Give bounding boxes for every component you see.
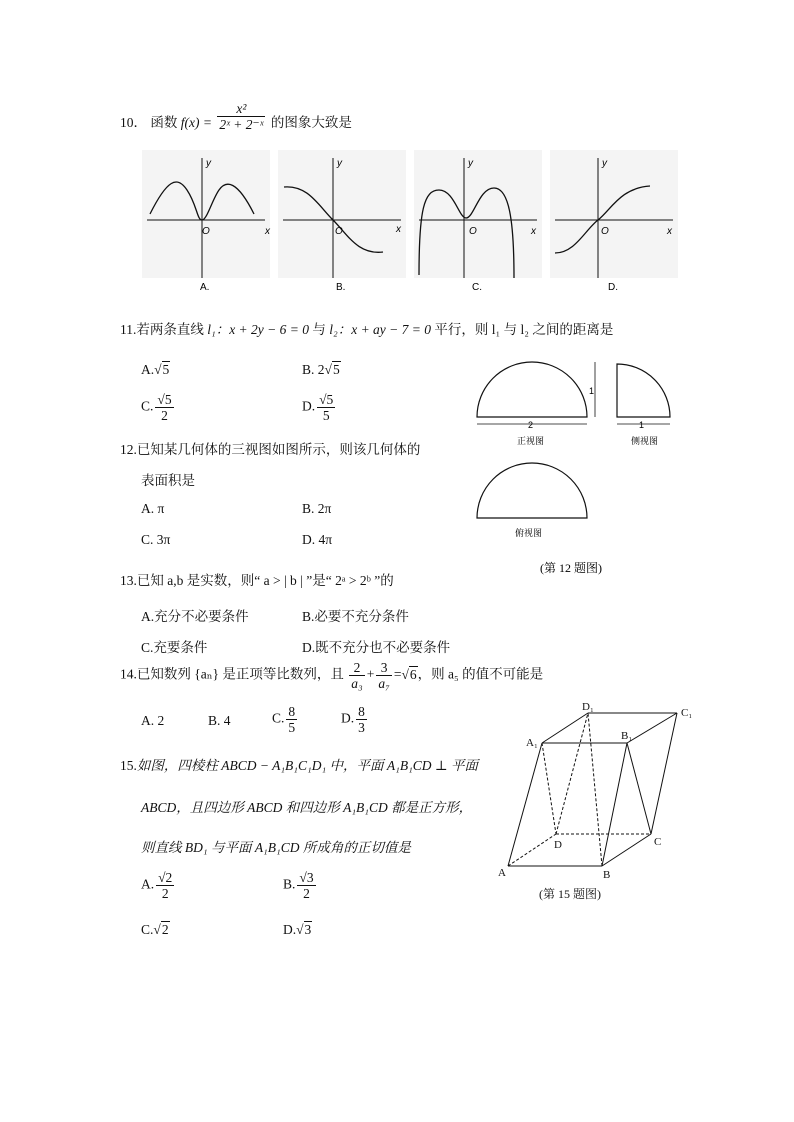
- q15-option-c-radicand: 2: [161, 922, 169, 937]
- q14-option-c-fraction: [286, 704, 297, 735]
- q12-option-c: C. 3π: [141, 532, 171, 547]
- q13-option-d: D.既不充分也不必要条件: [302, 640, 451, 655]
- sqrt-icon: √5: [154, 362, 170, 377]
- q12-dimension-1-horizontal: 1: [639, 420, 645, 430]
- q10-function-lhs: f(x) =: [180, 115, 212, 130]
- q14-rhs-radicand: 6: [409, 666, 417, 682]
- q13-number: 13.: [120, 573, 137, 588]
- q13-text: 已知 a,b 是实数，则“ a > | b | ”是“ 2ᵃ > 2ᵇ ”的: [136, 573, 394, 588]
- graph-c-label: C.: [472, 282, 482, 293]
- vertex-A-label: A: [498, 867, 506, 879]
- q12-dimension-1-vertical: 1: [589, 386, 595, 396]
- q11-option-d-numerator: 5: [326, 392, 334, 407]
- q11-option-c-label: C.: [141, 398, 154, 414]
- q11-option-c-numerator: 5: [164, 392, 172, 407]
- q11-line-2: l₂：x + ay − 7 = 0: [329, 322, 432, 337]
- q14-option-c-numerator: 8: [288, 704, 296, 719]
- graph-d-y-label: y: [602, 158, 607, 169]
- edge-CC1: [651, 713, 677, 834]
- q11-stem: [120, 318, 613, 338]
- q15-option-b: [283, 870, 318, 901]
- q11-option-d: [302, 392, 337, 423]
- q15-option-a: [141, 870, 176, 901]
- q15-option-c-label: C.: [141, 922, 154, 937]
- q15-option-a-fraction: $\frac{√2}{2}$: [158, 870, 173, 901]
- q14-equals: =: [393, 666, 402, 682]
- sqrt-icon: √6: [401, 666, 417, 682]
- graph-c-y-label: y: [468, 158, 473, 169]
- q14-option-d-fraction: [356, 704, 367, 735]
- q14-text: 已知数列 {aₙ} 是正项等比数列，且: [136, 666, 344, 682]
- q10-graph-c: [414, 150, 542, 295]
- q15-option-b-label: B.: [283, 876, 296, 892]
- q11-option-b-label: B. 2: [302, 362, 325, 377]
- q10-graph-d: [550, 150, 678, 295]
- q11-line-1: l₁：x + 2y − 6 = 0: [207, 322, 310, 337]
- vertex-C1-label: C₁: [681, 707, 693, 719]
- q14-option-a: A. 2: [141, 713, 165, 728]
- q15-stem-2: ABCD，且四边形 ABCD 和四边形 A₁B₁CD 都是正方形，: [141, 800, 473, 815]
- edge-AA1: [508, 743, 542, 866]
- q10-graph-a: [142, 150, 270, 295]
- q12-top-view: [477, 463, 587, 518]
- q12-caption: (第 12 题图): [540, 561, 602, 575]
- vertex-A1-label: A₁: [526, 737, 538, 749]
- q14-tail: ，则 a₅ 的值不可能是: [417, 666, 544, 682]
- q14-option-d-numerator: 8: [358, 704, 365, 719]
- edge-BC: [602, 834, 651, 866]
- q12-stem: [120, 438, 420, 458]
- q15-prism-figure: [495, 700, 700, 910]
- q12-stem-2: 表面积是: [141, 473, 195, 488]
- q14-option-c-label: C.: [272, 710, 285, 726]
- q14-option-d-denominator: 3: [358, 720, 365, 735]
- q14-fraction-2-numerator: 3: [376, 660, 391, 676]
- q15-caption: (第 15 题图): [539, 887, 601, 901]
- q11-and: 与: [312, 322, 326, 337]
- q11-option-c-fraction: $\frac{√5}{2}$: [157, 392, 172, 423]
- graph-b-background: [278, 150, 406, 278]
- edge-B1C: [627, 743, 651, 834]
- graph-d-label: D.: [608, 282, 618, 293]
- q13-stem: [120, 569, 394, 589]
- q11-number: 11.: [120, 322, 137, 337]
- edge-A1D-hidden: [542, 743, 556, 834]
- q14-plus: +: [366, 666, 375, 682]
- q14-option-d: [341, 704, 369, 735]
- graph-a-y-label: y: [206, 158, 211, 169]
- q15-option-d-radicand: 3: [304, 922, 312, 937]
- q11-option-d-label: D.: [302, 398, 316, 414]
- q15-option-d: [283, 922, 312, 938]
- graph-a-origin: O: [202, 226, 210, 237]
- edge-A1D1: [542, 713, 588, 743]
- graph-b-x-label: x: [396, 224, 401, 235]
- q15-number: 15.: [120, 758, 137, 773]
- q14-stem: [120, 660, 543, 691]
- q15-option-a-denominator: 2: [161, 886, 169, 901]
- vertex-B-label: B: [603, 869, 611, 881]
- q14-option-b: B. 4: [208, 713, 231, 728]
- graph-a-x-label: x: [265, 226, 270, 237]
- q11-text: 若两条直线: [136, 322, 204, 337]
- edge-B1C1: [627, 713, 677, 743]
- q11-option-d-denominator: 5: [322, 408, 330, 423]
- q12-option-a: A. π: [141, 501, 165, 516]
- q11-option-a: [141, 362, 170, 378]
- sqrt-icon: √5: [324, 362, 340, 377]
- q13-option-b: B.必要不充分条件: [302, 609, 409, 624]
- q10-number: 10．: [120, 115, 147, 130]
- q15-option-b-denominator: 2: [303, 886, 310, 901]
- vertex-D-label: D: [554, 839, 562, 851]
- q10-text: 函数: [150, 115, 178, 130]
- q15-text-1: 如图，四棱柱 ABCD − A₁B₁C₁D₁ 中，平面 A₁B₁CD ⊥ 平面: [136, 758, 478, 773]
- q14-fraction-1-denominator: a₃: [351, 676, 363, 691]
- q13-option-a: A.充分不必要条件: [141, 609, 249, 624]
- q11-option-d-fraction: $\frac{√5}{5}$: [319, 392, 334, 423]
- q11-option-b-radicand: 5: [332, 362, 340, 377]
- q12-top-view-label: 俯视图: [515, 528, 543, 538]
- sqrt-icon: √2: [153, 922, 169, 937]
- graph-b-origin: O: [335, 226, 343, 237]
- q14-option-d-label: D.: [341, 710, 355, 726]
- q15-stem-3: 则直线 BD₁ 与平面 A₁B₁CD 所成角的正切值是: [141, 840, 411, 855]
- q11-option-b: [302, 362, 341, 378]
- q10-stem: [120, 101, 352, 133]
- q14-fraction-2-denominator: a₇: [378, 676, 390, 691]
- q10-function-fraction: [217, 101, 265, 132]
- q14-fraction-2: [376, 660, 391, 691]
- graph-d-background: [550, 150, 678, 278]
- q15-option-d-label: D.: [283, 922, 297, 937]
- q15-option-a-numerator: 2: [165, 870, 173, 885]
- sqrt-icon: √3: [296, 922, 312, 937]
- q15-option-c: [141, 922, 170, 938]
- graph-a-label: A.: [200, 282, 210, 293]
- vertex-C-label: C: [654, 836, 662, 848]
- q14-fraction-1: [349, 660, 364, 691]
- graph-d-origin: O: [601, 226, 609, 237]
- q11-option-a-label: A.: [141, 362, 155, 377]
- q15-stem-1: [120, 754, 478, 774]
- q10-func-numerator: x²: [217, 101, 265, 117]
- graph-c-background: [414, 150, 542, 278]
- q12-number: 12.: [120, 442, 137, 457]
- graph-c-origin: O: [469, 226, 477, 237]
- q13-option-c: C.充要条件: [141, 640, 208, 655]
- q12-side-view: [617, 364, 670, 417]
- q12-text: 已知某几何体的三视图如图所示，则该几何体的: [136, 442, 421, 457]
- q15-option-a-label: A.: [141, 876, 155, 892]
- graph-a-background: [142, 150, 270, 278]
- q10-text-after: 的图象大致是: [270, 115, 352, 130]
- q12-option-b: B. 2π: [302, 501, 332, 516]
- q14-option-c-denominator: 5: [288, 720, 296, 735]
- q14-fraction-1-numerator: 2: [349, 660, 364, 676]
- q12-three-views-figure: [470, 358, 680, 583]
- q11-option-a-radicand: 5: [162, 362, 170, 377]
- q10-graph-b: [278, 150, 406, 295]
- q12-option-d: D. 4π: [302, 532, 333, 547]
- q10-func-denominator: 2ˣ + 2⁻ˣ: [219, 117, 264, 133]
- edge-BB1: [602, 743, 627, 866]
- q11-option-c-denominator: 2: [161, 408, 168, 423]
- graph-c-x-label: x: [531, 226, 536, 237]
- q12-dimension-2: 2: [528, 420, 534, 430]
- graph-b-label: B.: [336, 282, 346, 293]
- edge-BD1-hidden: [588, 713, 602, 866]
- q12-front-view: [477, 362, 587, 417]
- q11-tail: 平行，则 l₁ 与 l₂ 之间的距离是: [434, 322, 614, 337]
- q15-option-b-numerator: 3: [306, 870, 314, 885]
- q11-option-c: [141, 392, 176, 423]
- graph-b-y-label: y: [337, 158, 342, 169]
- q14-number: 14.: [120, 666, 137, 682]
- vertex-B1-label: B₁: [621, 730, 633, 742]
- vertex-D1-label: D₁: [582, 701, 594, 713]
- graph-d-x-label: x: [667, 226, 672, 237]
- q12-front-view-label: 正视图: [517, 436, 545, 446]
- q14-option-c: [272, 704, 299, 735]
- q12-side-view-label: 侧视图: [631, 436, 659, 446]
- q15-option-b-fraction: $\frac{√3}{2}$: [299, 870, 314, 901]
